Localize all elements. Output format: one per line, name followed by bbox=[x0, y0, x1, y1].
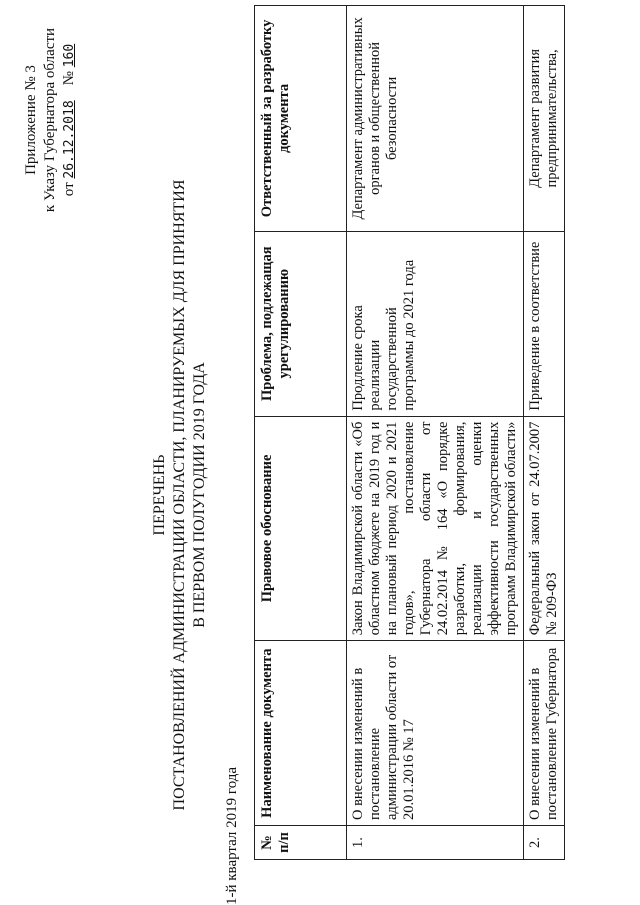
header-basis: Правовое обоснование bbox=[255, 416, 347, 641]
header-responsible: Ответственный за разработку документа bbox=[255, 6, 347, 232]
period-label: 1-й квартал 2019 года bbox=[224, 766, 240, 905]
header-problem: Проблема, подлежащая урегулированию bbox=[255, 231, 347, 416]
title-line-1: ПЕРЕЧЕНЬ bbox=[151, 454, 168, 536]
row-legal-basis: Закон Владимирской области «Об областном бюджете на 2019 год и на плановый период 2020 и 2021 годов», постановление Губернатора области от 24.02.2014 № 164 «О порядке разработки, формирования, реализации и оценки эффективности государственных программ Владимирской области» bbox=[347, 416, 524, 641]
row-document-name: О внесении изменений в постановление Губернатора bbox=[524, 641, 565, 826]
row-number: 2. bbox=[524, 826, 565, 860]
row-number: 1. bbox=[347, 826, 524, 860]
appendix-block bbox=[22, 25, 79, 215]
row-responsible: Департамент развития предпринимательства, bbox=[524, 6, 565, 232]
table-row bbox=[347, 6, 524, 860]
document-title bbox=[150, 165, 210, 825]
row-problem: Приведение в соответствие bbox=[524, 231, 565, 416]
appendix-reference: к Указу Губернатора области bbox=[42, 27, 58, 213]
table-header-row bbox=[255, 6, 347, 860]
decree-date: 26.12.2018 bbox=[62, 100, 77, 179]
title-line-3: В ПЕРВОМ ПОЛУГОДИИ 2019 ГОДА bbox=[191, 362, 208, 628]
date-prefix: от bbox=[61, 182, 77, 197]
plan-table bbox=[254, 5, 565, 860]
decree-number: 160 bbox=[62, 43, 77, 68]
header-number: № п/п bbox=[255, 826, 347, 860]
row-responsible: Департамент административных органов и общественной безопасности bbox=[347, 6, 524, 232]
row-document-name: О внесении изменений в постановление администрации области от 20.01.2016 № 17 bbox=[347, 641, 524, 826]
row-problem: Продление срока реализации государственной программы до 2021 года bbox=[347, 231, 524, 416]
header-name: Наименование документа bbox=[255, 641, 347, 826]
appendix-date-line bbox=[60, 25, 79, 215]
appendix-title: Приложение № 3 bbox=[23, 65, 39, 175]
row-legal-basis: Федеральный закон от 24.07.2007 № 209-ФЗ bbox=[524, 416, 565, 641]
number-prefix: № bbox=[61, 71, 77, 86]
table-row bbox=[524, 6, 565, 860]
title-line-2: ПОСТАНОВЛЕНИЙ АДМИНИСТРАЦИИ ОБЛАСТИ, ПЛАНИРУЕМЫХ ДЛЯ ПРИНЯТИЯ bbox=[171, 179, 188, 811]
